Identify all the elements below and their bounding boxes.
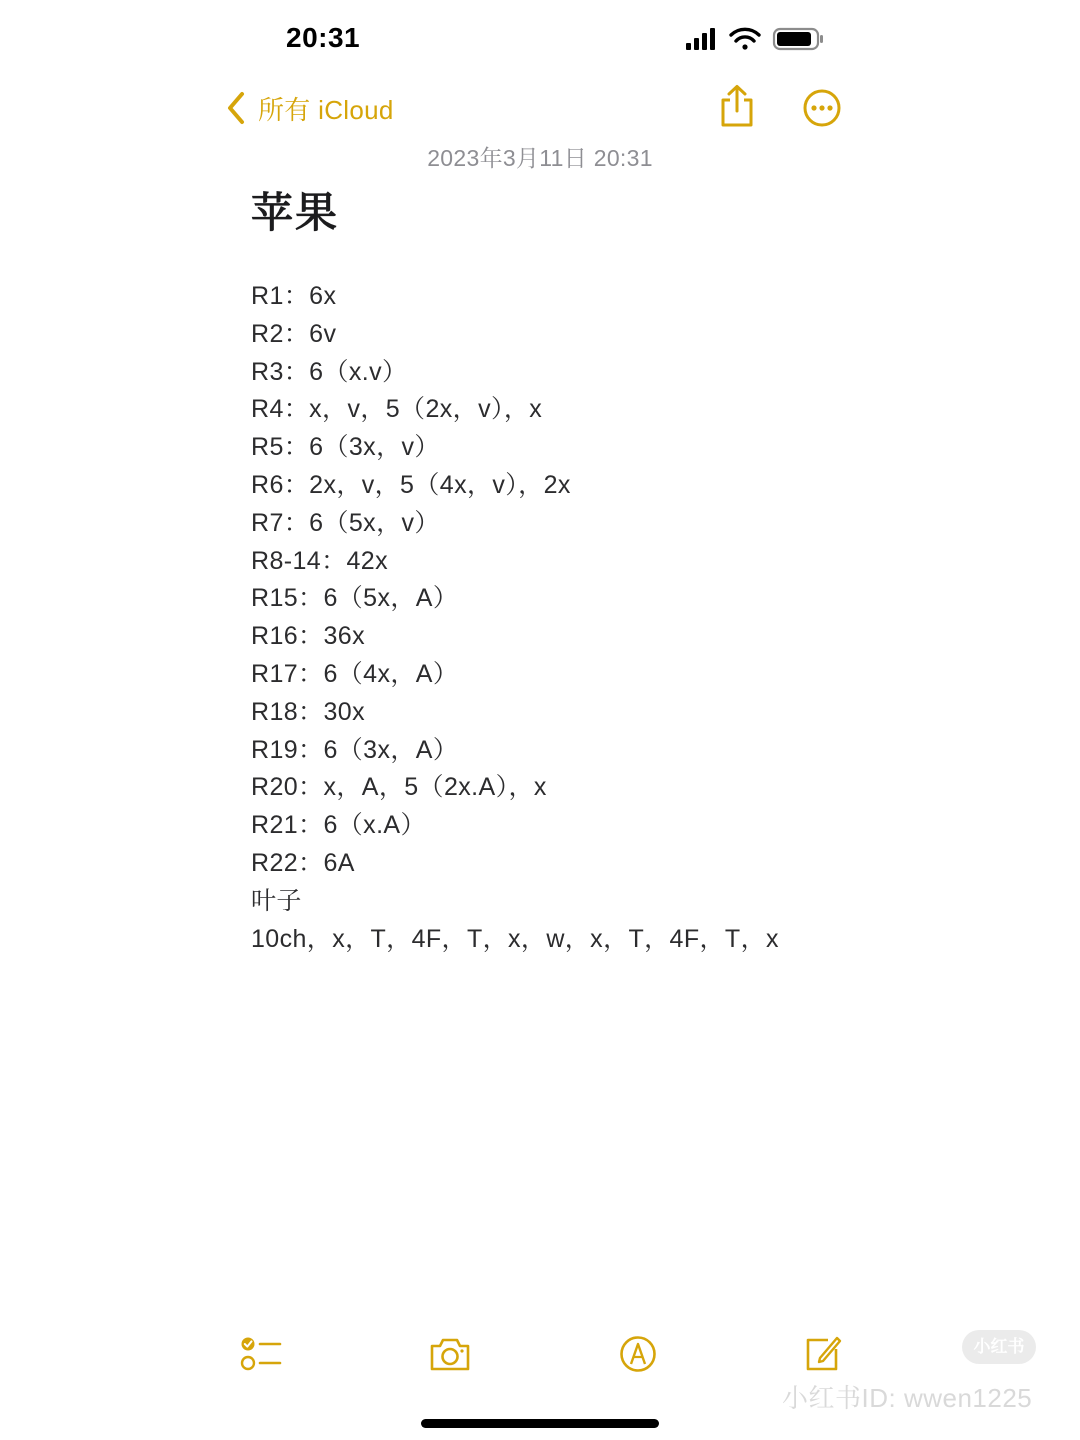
note-line: R22：6A [251, 848, 355, 877]
note-line: R3：6（x.v） [251, 357, 408, 386]
note-line: R4：x，v，5（2x，v），x [251, 395, 543, 424]
share-button[interactable] [718, 84, 756, 128]
note-line: R6：2x，v，5（4x，v），2x [251, 470, 571, 499]
back-button-label: 所有 iCloud [258, 94, 394, 125]
note-line: R8-14：42x [251, 546, 388, 575]
markup-button[interactable] [617, 1334, 661, 1374]
note-line: R2：6v [251, 319, 337, 348]
home-indicator[interactable] [421, 1419, 659, 1428]
note-title[interactable]: 苹果 [251, 189, 340, 236]
checklist-icon [240, 1334, 284, 1374]
note-line: R1：6x [251, 282, 337, 310]
note-line: R21：6（x.A） [251, 811, 426, 840]
note-line: R7：6（5x，v） [251, 508, 440, 537]
note-line: R16：36x [251, 622, 365, 651]
compose-icon [802, 1334, 846, 1374]
checklist-button[interactable] [240, 1334, 284, 1374]
chevron-left-icon [226, 91, 246, 125]
note-line: R5：6（3x，v） [251, 433, 440, 462]
camera-icon [428, 1334, 472, 1374]
note-line: R15：6（5x，A） [251, 584, 459, 613]
note-line: R17：6（4x，A） [251, 659, 459, 688]
compose-button[interactable] [802, 1334, 846, 1374]
note-line: 叶子 [251, 886, 302, 915]
note-date: 2023年3月11日 20:31 [427, 145, 653, 171]
watermark-text: 小红书ID: wwen1225 [782, 1383, 1033, 1413]
note-line: R19：6（3x，A） [251, 735, 459, 764]
battery-icon [774, 29, 823, 49]
status-time: 20:31 [286, 22, 361, 53]
note-line: R18：30x [251, 697, 365, 726]
camera-button[interactable] [428, 1334, 472, 1374]
more-options-button[interactable] [802, 88, 842, 128]
more-icon [802, 88, 842, 128]
note-line: 10ch，x，T，4F，T，x，w，x，T，4F，T，x [251, 924, 779, 953]
status-icons [684, 26, 824, 52]
note-line: R20：x，A，5（2x.A），x [251, 773, 547, 802]
back-button[interactable] [226, 86, 394, 130]
share-icon [718, 84, 756, 128]
note-body[interactable] [251, 278, 851, 958]
cellular-signal-icon [686, 28, 715, 50]
status-bar [0, 0, 1080, 80]
watermark-badge: 小红书 [962, 1330, 1036, 1364]
markup-icon [617, 1334, 661, 1374]
wifi-icon [731, 29, 759, 49]
